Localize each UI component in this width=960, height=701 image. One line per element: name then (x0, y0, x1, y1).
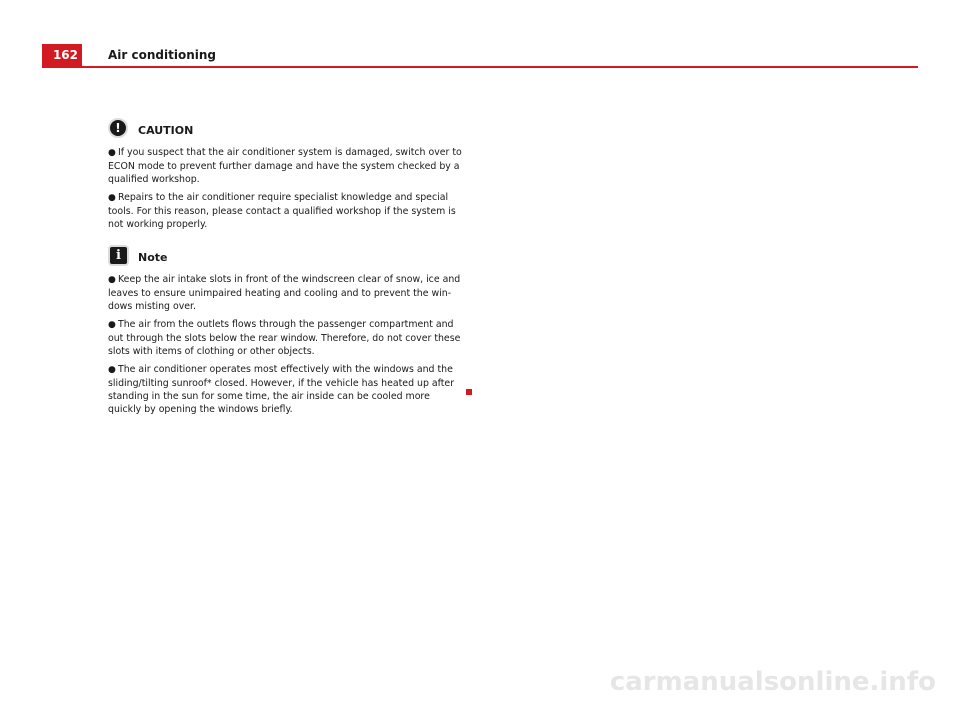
bullet: ● (108, 275, 116, 285)
header-rule (42, 66, 918, 68)
caution-item (108, 191, 464, 231)
page-header (42, 44, 918, 68)
caution-box (108, 118, 464, 231)
caution-item-text: Repairs to the air conditioner require specialist knowledge and special tools. For this reason, please contact a qualified workshop if the system is not working properly. (108, 192, 456, 230)
info-icon: i (108, 245, 129, 266)
caution-item (108, 146, 464, 186)
chapter-title: Air conditioning (108, 48, 216, 62)
note-item (108, 273, 464, 313)
content-column (108, 118, 464, 416)
note-item-text: The air conditioner operates most effectively with the windows and the sliding/tilting sunroof* closed. However, if the vehicle has heated up after standing in the sun for some time, the air inside can be cooled more quickly by opening the windows briefly. (108, 364, 455, 415)
page-number: 162 (42, 44, 82, 66)
exclamation-circle-icon: ! (108, 118, 128, 138)
note-title: Note (138, 251, 168, 264)
note-item (108, 363, 464, 416)
caution-heading (108, 118, 464, 142)
caution-item-text: If you suspect that the air conditioner system is damaged, switch over to ECON mode to prevent further damage and have the system checked by a qualified workshop. (108, 147, 462, 185)
watermark: carmanualsonline.info (609, 667, 936, 697)
note-heading (108, 245, 464, 269)
bullet: ● (108, 320, 116, 330)
note-box (108, 245, 464, 416)
bullet: ● (108, 365, 116, 375)
note-item-text: The air from the outlets flows through the passenger compartment and out through the slots below the rear window. Therefore, do not cover these slots with items of clothing or other objects. (108, 319, 461, 357)
bullet: ● (108, 148, 116, 158)
caution-title: CAUTION (138, 124, 194, 137)
note-item (108, 318, 464, 358)
note-item-text: Keep the air intake slots in front of the windscreen clear of snow, ice and leaves to ensure unimpaired heating and cooling and to prevent the win- dows misting over. (108, 274, 461, 312)
bullet: ● (108, 193, 116, 203)
section-end-marker (466, 389, 472, 395)
